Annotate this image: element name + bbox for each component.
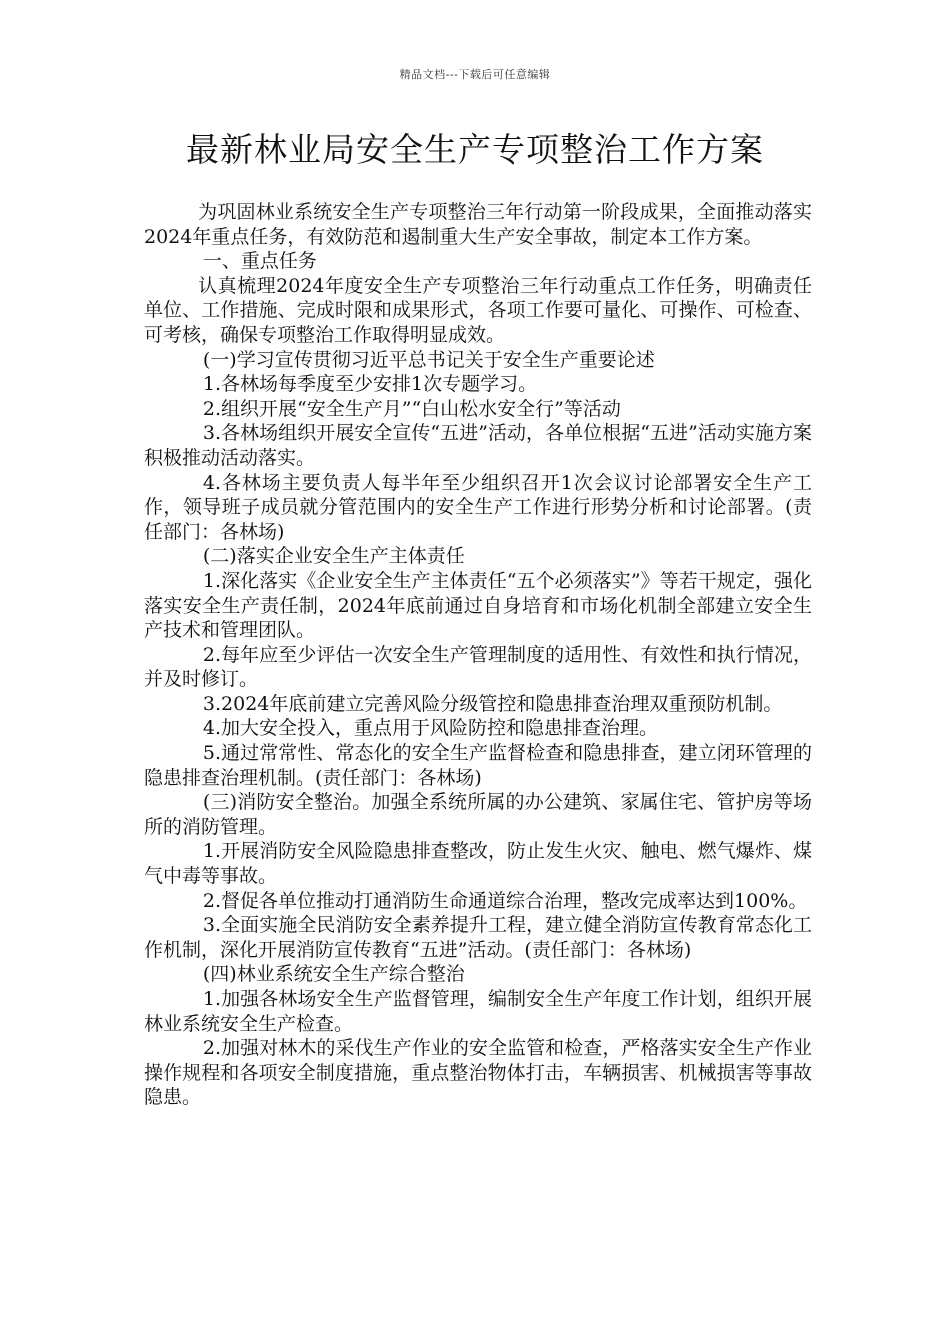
list-item: 2.加强对林木的采伐生产作业的安全监管和检查，严格落实安全生产作业操作规程和各项安全制度措施，重点整治物体打击，车辆损害、机械损害等事故隐患。: [144, 1037, 812, 1109]
list-item: 1.各林场每季度至少安排1次专题学习。: [202, 373, 538, 396]
list-item: 1.加强各林场安全生产监督管理，编制安全生产年度工作计划，组织开展林业系统安全生产检查。: [144, 988, 812, 1035]
intro-paragraph: 为巩固林业系统安全生产专项整治三年行动第一阶段成果，全面推动落实2024年重点任务，有效防范和遏制重大生产安全事故，制定本工作方案。: [144, 201, 812, 248]
list-item: 1.深化落实《企业安全生产主体责任“五个必须落实”》等若干规定，强化落实安全生产责任制，2024年底前通过自身培育和市场化机制全部建立安全生产技术和管理团队。: [144, 569, 812, 642]
subsection-heading: (三)消防安全整治。加强全系统所属的办公建筑、家属住宅、管护房等场所的消防管理。: [144, 791, 812, 838]
list-item: 2.组织开展“安全生产月”“白山松水安全行”等活动: [202, 397, 621, 420]
paragraph: 认真梳理2024年度安全生产专项整治三年行动重点工作任务，明确责任单位、工作措施、完成时限和成果形式，各项工作要可量化、可操作、可检查、可考核，确保专项整治工作取得明显成效。: [144, 274, 812, 346]
header-note: 精品文档---下载后可任意编辑: [399, 68, 551, 81]
document-title: 最新林业局安全生产专项整治工作方案: [186, 130, 764, 169]
document-body: [144, 200, 812, 1110]
list-item: 4.加大安全投入，重点用于风险防控和隐患排查治理。: [202, 717, 659, 740]
subsection-heading: (二)落实企业安全生产主体责任: [202, 545, 465, 568]
list-item: 3.2024年底前建立完善风险分级管控和隐患排查治理双重预防机制。: [202, 692, 783, 715]
list-item: 4.各林场主要负责人每半年至少组织召开1次会议讨论部署安全生产工作，领导班子成员就分管范围内的安全生产工作进行形势分析和讨论部署。(责任部门：各林场): [144, 471, 812, 543]
list-item: 3.各林场组织开展安全宣传“五进”活动，各单位根据“五进”活动实施方案积极推动活动落实。: [144, 422, 812, 469]
subsection-heading: (四)林业系统安全生产综合整治: [202, 963, 465, 986]
list-item: 2.每年应至少评估一次安全生产管理制度的适用性、有效性和执行情况，并及时修订。: [144, 643, 812, 691]
list-item: 3.全面实施全民消防安全素养提升工程，建立健全消防宣传教育常态化工作机制，深化开展消防宣传教育“五进”活动。(责任部门：各林场): [144, 914, 812, 961]
section-heading: 一、重点任务: [202, 250, 317, 273]
subsection-heading: (一)学习宣传贯彻习近平总书记关于安全生产重要论述: [202, 348, 655, 371]
list-item: 5.通过常常性、常态化的安全生产监督检查和隐患排查，建立闭环管理的隐患排查治理机制。(责任部门：各林场): [144, 742, 812, 789]
list-item: 2.督促各单位推动打通消防生命通道综合治理，整改完成率达到100%。: [202, 889, 808, 912]
list-item: 1.开展消防安全风险隐患排查整改，防止发生火灾、触电、燃气爆炸、煤气中毒等事故。: [144, 840, 812, 888]
